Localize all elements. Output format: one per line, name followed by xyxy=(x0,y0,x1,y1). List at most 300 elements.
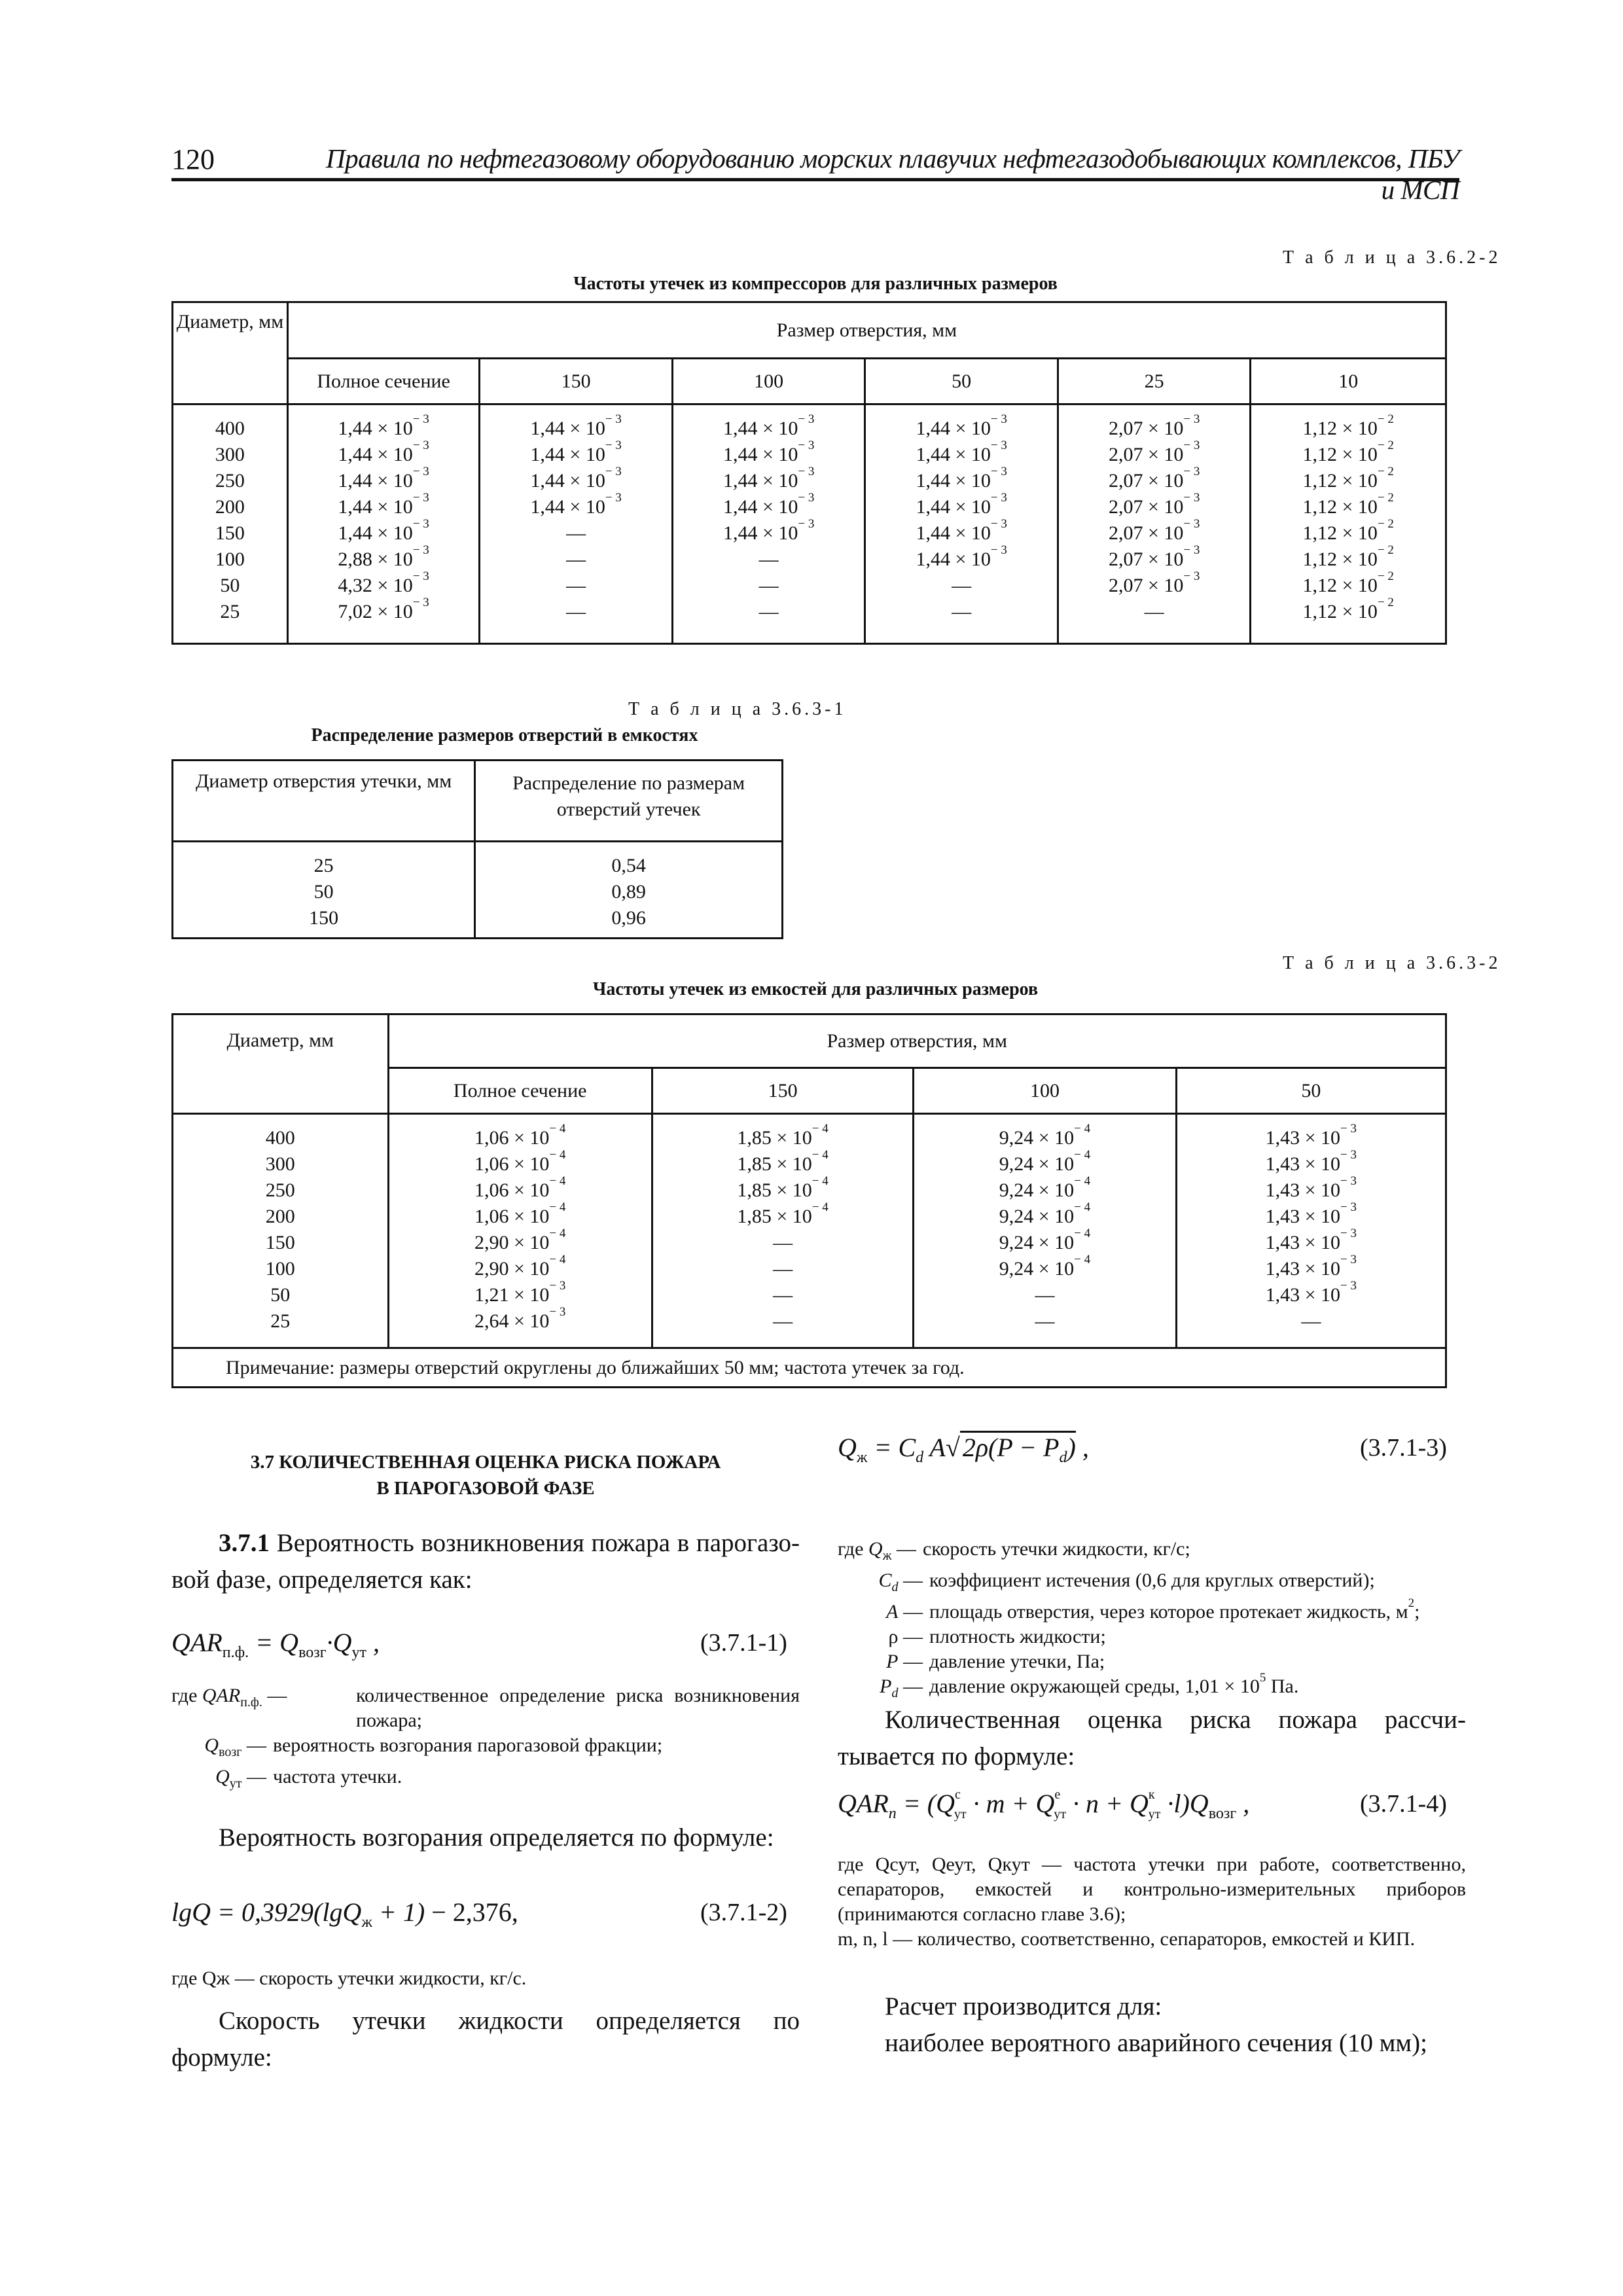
table1-header-group: Размер отверстия, мм xyxy=(287,302,1446,359)
table1-exponent: − 3 xyxy=(605,465,622,478)
table1-exponent: − 3 xyxy=(412,465,429,478)
table2-cell: 25 xyxy=(313,855,334,876)
table1-mantissa: 2,07 × 10 xyxy=(1108,522,1184,544)
table1-diameter-cell: 25 xyxy=(220,601,240,622)
table3-mantissa: 1,43 × 10 xyxy=(1265,1232,1341,1253)
where-list-4-b: m, n, l — количество, соответственно, сепараторов, емкостей и КИП. xyxy=(838,1928,1416,1950)
table3-mantissa: 1,21 × 10 xyxy=(474,1284,550,1306)
table2-cell: 0,89 xyxy=(611,881,646,903)
table1-value-column xyxy=(480,404,673,644)
table1-value-cell xyxy=(1059,491,1250,520)
table3-exponent: − 4 xyxy=(1074,1227,1091,1240)
table3-value-cell xyxy=(1177,1308,1445,1335)
table3-value-cell xyxy=(653,1148,912,1177)
table1-exponent: − 3 xyxy=(605,439,622,452)
table1-exponent: − 3 xyxy=(990,517,1007,531)
table1-value-cell xyxy=(866,491,1057,520)
table3-mantissa: — xyxy=(1301,1310,1321,1332)
table3-value-cell xyxy=(389,1305,651,1335)
where-list-3: где $Q_ж$ — скорость утечки жидкости, кг/с; $C_d$ — коэффициент истечения (0,6 для круглых отверстий); A — площадь отверстия, через которое протекает жидкость, $м^2$; ρ — плотность жидкости; P — давление утечки, Па; $P_d$ — давление окружающей среды, $1,01 \times 10^5$ Па. xyxy=(838,1538,1420,1700)
table1-exponent: − 3 xyxy=(990,439,1007,452)
table3-diameter-cell: 250 xyxy=(265,1179,295,1201)
table3-diameter-cell: 300 xyxy=(265,1153,295,1175)
table1-exponent: − 3 xyxy=(990,465,1007,478)
table3-exponent: − 3 xyxy=(1340,1174,1357,1188)
table3-value-column xyxy=(652,1114,913,1348)
table3-exponent: − 3 xyxy=(549,1305,566,1319)
table1-value-cell xyxy=(289,517,479,547)
table3-mantissa: 1,43 × 10 xyxy=(1265,1284,1341,1306)
table1-value-column xyxy=(287,404,480,644)
table1-header-diameter: Диаметр, мм xyxy=(173,302,288,404)
table3-exponent: − 4 xyxy=(1074,1174,1091,1188)
table1-mantissa: 1,44 × 10 xyxy=(530,418,605,439)
table1-exponent: − 3 xyxy=(412,569,429,583)
table3-diameter-cell: 25 xyxy=(270,1310,291,1332)
table1-value-cell xyxy=(673,599,865,625)
table3-header-group: Размер отверстия, мм xyxy=(388,1014,1446,1068)
table3-mantissa: — xyxy=(773,1310,793,1332)
table3-value-cell xyxy=(389,1174,651,1204)
table3-mantissa: 2,90 × 10 xyxy=(474,1258,550,1280)
table3-diameter-column xyxy=(173,1114,389,1348)
table1-value-cell xyxy=(1251,439,1445,468)
table3-exponent: − 3 xyxy=(1340,1253,1357,1266)
table1-exponent: − 3 xyxy=(798,517,815,531)
table3-value-cell xyxy=(914,1227,1175,1256)
table3-value-cell xyxy=(1177,1253,1445,1282)
table3-value-cell xyxy=(1177,1200,1445,1230)
table3-mantissa: 9,24 × 10 xyxy=(999,1258,1075,1280)
table1-value-cell xyxy=(289,569,479,599)
table3-value-cell xyxy=(389,1200,651,1230)
table1-value-cell xyxy=(1059,517,1250,547)
table1-diameter-cell: 50 xyxy=(220,575,240,596)
table1-mantissa: — xyxy=(758,548,779,570)
table3-mantissa: 1,06 × 10 xyxy=(474,1153,550,1175)
table1-exponent: − 2 xyxy=(1377,543,1394,557)
table1-mantissa: 1,44 × 10 xyxy=(916,548,991,570)
table1-mantissa: 1,12 × 10 xyxy=(1302,575,1378,596)
table2-values-column xyxy=(475,842,783,939)
table3-exponent: − 4 xyxy=(812,1174,829,1188)
table1-exponent: − 3 xyxy=(605,412,622,426)
table1-value-cell xyxy=(289,543,479,573)
table1-exponent: − 3 xyxy=(798,439,815,452)
table1-mantissa: 4,32 × 10 xyxy=(338,575,413,596)
table1-mantissa: 2,07 × 10 xyxy=(1108,418,1184,439)
table1-exponent: − 3 xyxy=(798,412,815,426)
table1-mantissa: — xyxy=(566,601,586,622)
table3-exponent: − 3 xyxy=(1340,1279,1357,1293)
table3-exponent: − 3 xyxy=(549,1279,566,1293)
table1-mantissa: 1,44 × 10 xyxy=(916,496,991,518)
table2-title: Распределение размеров отверстий в емкостях xyxy=(311,725,698,745)
table1-mantissa: — xyxy=(1144,601,1164,622)
table1-diameter-cell: 400 xyxy=(215,418,245,439)
table3-mantissa: — xyxy=(773,1232,793,1253)
table2-diameters-column xyxy=(173,842,475,939)
table1-value-cell xyxy=(1059,543,1250,573)
table1-mantissa: 1,44 × 10 xyxy=(916,444,991,465)
table1-exponent: − 3 xyxy=(412,543,429,557)
table1-mantissa: 1,44 × 10 xyxy=(338,522,413,544)
table3-exponent: − 4 xyxy=(1074,1253,1091,1266)
table2-number: Т а б л и ц а 3.6.3-1 xyxy=(628,699,847,719)
table1-mantissa: 1,44 × 10 xyxy=(722,496,798,518)
table1-value-cell xyxy=(866,465,1057,494)
table3-mantissa: 1,43 × 10 xyxy=(1265,1179,1341,1201)
table1-mantissa: 1,44 × 10 xyxy=(916,522,991,544)
table3-mantissa: 9,24 × 10 xyxy=(999,1179,1075,1201)
table3-mantissa: 1,43 × 10 xyxy=(1265,1258,1341,1280)
table1-subheader: 100 xyxy=(672,359,865,404)
table3-exponent: − 4 xyxy=(812,1200,829,1214)
table1-diameter-cell: 250 xyxy=(215,470,245,492)
table1-value-cell xyxy=(866,439,1057,468)
table1-exponent: − 3 xyxy=(412,596,429,609)
table1-exponent: − 3 xyxy=(1183,465,1200,478)
table3-exponent: − 4 xyxy=(549,1227,566,1240)
table1-mantissa: 1,44 × 10 xyxy=(916,418,991,439)
table3-value-cell xyxy=(914,1253,1175,1282)
equation-3-number: (3.7.1-3) xyxy=(1360,1434,1447,1462)
table2-cell: 0,96 xyxy=(611,907,646,929)
table3-value-cell xyxy=(389,1279,651,1308)
table1-exponent: − 2 xyxy=(1377,412,1394,426)
table1-value-cell xyxy=(1059,465,1250,494)
equation-3: $Q_ж = C_d$ A√ $2\rho(P - P_d)$ , xyxy=(838,1432,1089,1467)
table1-mantissa: 1,12 × 10 xyxy=(1302,418,1378,439)
table1-mantissa: 1,44 × 10 xyxy=(530,496,605,518)
paragraph-most-probable: наиболее вероятного аварийного сечения (10 мм); xyxy=(885,2029,1427,2057)
table3 xyxy=(171,1013,1447,1388)
table1-exponent: − 3 xyxy=(1183,439,1200,452)
table1-mantissa: 1,44 × 10 xyxy=(338,418,413,439)
where-list-1: где $QAR_{п.ф.}$ — количественное определение риска возникновения пожара; $Q_{возг}$ — вероятность возгорания парогазовой фракции; $Q_{ут}$ — частота утечки. xyxy=(171,1685,800,1791)
table3-exponent: − 3 xyxy=(1340,1200,1357,1214)
table3-exponent: − 4 xyxy=(1074,1122,1091,1136)
table1-value-cell xyxy=(1059,569,1250,599)
table1-value-cell xyxy=(866,543,1057,573)
table3-diameter-cell: 200 xyxy=(265,1206,295,1227)
table1-exponent: − 3 xyxy=(990,412,1007,426)
table1-exponent: − 3 xyxy=(412,517,429,531)
section-heading-line2: В ПАРОГАЗОВОЙ ФАЗЕ xyxy=(376,1478,595,1499)
table1-exponent: − 2 xyxy=(1377,517,1394,531)
table2-cell: 150 xyxy=(309,907,339,929)
table1-value-cell xyxy=(673,491,865,520)
table1-exponent: − 3 xyxy=(412,491,429,505)
table1-mantissa: 7,02 × 10 xyxy=(338,601,413,622)
paragraph-calc: Расчет производится для: xyxy=(885,1992,1162,2020)
table1-exponent: − 3 xyxy=(1183,543,1200,557)
table1-exponent: − 3 xyxy=(412,412,429,426)
where-list-2: где Qж — скорость утечки жидкости, кг/с. xyxy=(171,1967,527,1989)
table1-value-cell xyxy=(289,412,479,442)
table1-mantissa: 2,07 × 10 xyxy=(1108,496,1184,518)
table1-value-cell xyxy=(480,599,671,625)
table3-diameter-cell: 100 xyxy=(265,1258,295,1280)
table3-diameter-cell: 400 xyxy=(265,1127,295,1149)
table3-value-cell xyxy=(914,1308,1175,1335)
table1-value-cell xyxy=(673,465,865,494)
table1-mantissa: 1,44 × 10 xyxy=(722,470,798,492)
table3-mantissa: 1,06 × 10 xyxy=(474,1127,550,1149)
table1-mantissa: 1,12 × 10 xyxy=(1302,496,1378,518)
table3-value-cell xyxy=(1177,1148,1445,1177)
table1-value-cell xyxy=(1059,412,1250,442)
table3-value-column xyxy=(1176,1114,1446,1348)
table3-mantissa: 1,06 × 10 xyxy=(474,1206,550,1227)
table1-mantissa: 1,12 × 10 xyxy=(1302,444,1378,465)
table3-value-cell xyxy=(1177,1122,1445,1151)
table1-exponent: − 3 xyxy=(1183,517,1200,531)
table3-value-cell xyxy=(914,1200,1175,1230)
table3-value-cell xyxy=(653,1308,912,1335)
table3-exponent: − 4 xyxy=(549,1122,566,1136)
table1-mantissa: 2,88 × 10 xyxy=(338,548,413,570)
table1-value-cell xyxy=(480,412,671,442)
table3-value-cell xyxy=(653,1174,912,1204)
table1-diameter-cell: 150 xyxy=(215,522,245,544)
table1-exponent: − 3 xyxy=(1183,491,1200,505)
table1-mantissa: 1,12 × 10 xyxy=(1302,548,1378,570)
table3-subheader: 50 xyxy=(1176,1068,1446,1114)
table3-mantissa: — xyxy=(773,1284,793,1306)
table2-header-diameter: Диаметр отверстия утечки, мм xyxy=(173,761,475,842)
table1-mantissa: 1,44 × 10 xyxy=(916,470,991,492)
table1-value-column xyxy=(672,404,865,644)
table1-value-cell xyxy=(866,599,1057,625)
table1-value-column xyxy=(1058,404,1251,644)
table1-exponent: − 2 xyxy=(1377,569,1394,583)
header-rule xyxy=(171,178,1459,181)
table1-mantissa: 1,44 × 10 xyxy=(722,522,798,544)
equation-4-number: (3.7.1-4) xyxy=(1360,1790,1447,1818)
table3-value-cell xyxy=(389,1253,651,1282)
table1-value-cell xyxy=(480,439,671,468)
table1-value-cell xyxy=(673,547,865,573)
table1-value-cell xyxy=(1251,569,1445,599)
table3-value-cell xyxy=(389,1227,651,1256)
table1-value-cell xyxy=(480,573,671,599)
table1-mantissa: — xyxy=(758,601,779,622)
table1-mantissa: 2,07 × 10 xyxy=(1108,575,1184,596)
table3-mantissa: 2,90 × 10 xyxy=(474,1232,550,1253)
paragraph-number: 3.7.1 xyxy=(219,1529,270,1557)
table3-mantissa: 9,24 × 10 xyxy=(999,1127,1075,1149)
table1-mantissa: 1,12 × 10 xyxy=(1302,601,1378,622)
table1-mantissa: 2,07 × 10 xyxy=(1108,548,1184,570)
table1-mantissa: — xyxy=(952,575,972,596)
table1-mantissa: 1,44 × 10 xyxy=(338,496,413,518)
table3-value-cell xyxy=(653,1200,912,1230)
table1-value-cell xyxy=(480,491,671,520)
table3-exponent: − 4 xyxy=(812,1122,829,1136)
table1-mantissa: — xyxy=(566,575,586,596)
table3-value-cell xyxy=(914,1122,1175,1151)
table1-subheader: 50 xyxy=(865,359,1058,404)
table2 xyxy=(171,759,783,939)
table1-exponent: − 2 xyxy=(1377,465,1394,478)
table1-exponent: − 3 xyxy=(605,491,622,505)
table1-value-cell xyxy=(1059,599,1250,625)
where-list-4 xyxy=(838,1852,1466,1952)
table3-mantissa: 9,24 × 10 xyxy=(999,1206,1075,1227)
table3-diameter-cell: 50 xyxy=(270,1284,291,1306)
table1-number: Т а б л и ц а 3.6.2-2 xyxy=(1283,247,1501,268)
table3-mantissa: 1,85 × 10 xyxy=(737,1153,812,1175)
table1-mantissa: 1,44 × 10 xyxy=(722,444,798,465)
table3-exponent: − 4 xyxy=(549,1148,566,1162)
table3-value-cell xyxy=(653,1122,912,1151)
table1-mantissa: — xyxy=(566,522,586,544)
table1-value-cell xyxy=(480,520,671,547)
table3-mantissa: 1,06 × 10 xyxy=(474,1179,550,1201)
table1-exponent: − 3 xyxy=(798,465,815,478)
table3-mantissa: — xyxy=(1035,1284,1055,1306)
table1-mantissa: 1,12 × 10 xyxy=(1302,470,1378,492)
table2-cell: 0,54 xyxy=(611,855,646,876)
table1-value-cell xyxy=(866,573,1057,599)
table3-exponent: − 3 xyxy=(1340,1148,1357,1162)
table1-subheader: 25 xyxy=(1058,359,1251,404)
table1-mantissa: — xyxy=(952,601,972,622)
table3-value-cell xyxy=(389,1122,651,1151)
table1-value-cell xyxy=(673,573,865,599)
table3-mantissa: 1,43 × 10 xyxy=(1265,1127,1341,1149)
table3-exponent: − 4 xyxy=(549,1200,566,1214)
table1-exponent: − 3 xyxy=(1183,412,1200,426)
equation-2-number: (3.7.1-2) xyxy=(700,1899,787,1926)
table1-value-cell xyxy=(480,465,671,494)
table1-exponent: − 3 xyxy=(1183,569,1200,583)
table1-subheader: 10 xyxy=(1251,359,1446,404)
table1-value-cell xyxy=(1251,491,1445,520)
table1-value-cell xyxy=(673,517,865,547)
table1-mantissa: 1,44 × 10 xyxy=(530,444,605,465)
table3-exponent: − 3 xyxy=(1340,1227,1357,1240)
table1-value-cell xyxy=(1251,412,1445,442)
table3-mantissa: — xyxy=(1035,1310,1055,1332)
table3-subheader: Полное сечение xyxy=(388,1068,652,1114)
table3-value-column xyxy=(914,1114,1176,1348)
table1-value-cell xyxy=(673,439,865,468)
table3-title: Частоты утечек из емкостей для различных размеров xyxy=(592,979,1039,999)
table1-mantissa: 1,44 × 10 xyxy=(338,470,413,492)
table3-mantissa: 1,85 × 10 xyxy=(737,1127,812,1149)
table1-mantissa: 2,07 × 10 xyxy=(1108,444,1184,465)
section-heading xyxy=(171,1449,800,1501)
table1-subheader: 150 xyxy=(480,359,673,404)
table3-value-cell xyxy=(1177,1279,1445,1308)
table3-mantissa: 2,64 × 10 xyxy=(474,1310,550,1332)
table1-exponent: − 3 xyxy=(990,543,1007,557)
table1-value-cell xyxy=(289,491,479,520)
table2-header-distribution: Распределение по размерам отверстий утечек xyxy=(475,761,783,842)
table1-exponent: − 3 xyxy=(990,491,1007,505)
table1-value-cell xyxy=(289,596,479,625)
table3-exponent: − 4 xyxy=(549,1253,566,1266)
table1-diameter-cell: 100 xyxy=(215,548,245,570)
table3-exponent: − 3 xyxy=(1340,1122,1357,1136)
table1-subheader: Полное сечение xyxy=(287,359,480,404)
table3-mantissa: — xyxy=(773,1258,793,1280)
table1 xyxy=(171,301,1447,645)
table3-exponent: − 4 xyxy=(1074,1200,1091,1214)
table1-value-cell xyxy=(1059,439,1250,468)
paragraph-3-7-1-text: Вероятность возникновения пожара в парогазо-вой фазе, определяется как: xyxy=(171,1529,800,1594)
table1-value-column xyxy=(1251,404,1446,644)
table3-value-cell xyxy=(914,1148,1175,1177)
table1-exponent: − 2 xyxy=(1377,596,1394,609)
paragraph-speed: Скорость утечки жидкости определяется по формуле: xyxy=(171,2007,800,2072)
running-title: Правила по нефтегазовому оборудованию морских плавучих нефтегазодобывающих комплексов, ПБУ и МСП xyxy=(326,143,1459,205)
table3-note: Примечание: размеры отверстий округлены до ближайших 50 мм; частота утечек за год. xyxy=(173,1348,1446,1388)
table1-diameter-cell: 200 xyxy=(215,496,245,518)
table3-value-cell xyxy=(914,1174,1175,1204)
table3-value-column xyxy=(388,1114,652,1348)
table1-diameter-cell: 300 xyxy=(215,444,245,465)
table3-value-cell xyxy=(1177,1174,1445,1204)
paragraph-quantitative: Количественная оценка риска пожара рассчи-тывается по формуле: xyxy=(838,1706,1466,1770)
table3-subheader: 100 xyxy=(914,1068,1176,1114)
table3-exponent: − 4 xyxy=(812,1148,829,1162)
table3-mantissa: 1,85 × 10 xyxy=(737,1179,812,1201)
table3-value-cell xyxy=(653,1256,912,1282)
table1-value-cell xyxy=(866,517,1057,547)
table1-exponent: − 2 xyxy=(1377,439,1394,452)
table3-number: Т а б л и ц а 3.6.3-2 xyxy=(1283,953,1501,973)
table2-cell: 50 xyxy=(313,881,334,903)
table1-value-cell xyxy=(1251,543,1445,573)
table1-value-column xyxy=(865,404,1058,644)
table1-value-cell xyxy=(1251,517,1445,547)
table3-mantissa: 1,43 × 10 xyxy=(1265,1206,1341,1227)
table1-mantissa: 1,44 × 10 xyxy=(722,418,798,439)
table1-exponent: − 2 xyxy=(1377,491,1394,505)
table3-exponent: − 4 xyxy=(549,1174,566,1188)
table1-mantissa: — xyxy=(566,548,586,570)
section-heading-line1: 3.7 КОЛИЧЕСТВЕННАЯ ОЦЕНКА РИСКА ПОЖАРА xyxy=(250,1452,721,1473)
table1-mantissa: 1,12 × 10 xyxy=(1302,522,1378,544)
table1-value-cell xyxy=(289,439,479,468)
table1-exponent: − 3 xyxy=(412,439,429,452)
table1-value-cell xyxy=(866,412,1057,442)
where-list-4-a: где Qсут, Qеут, Qкут — частота утечки при работе, соответственно, сепараторов, емкостей и контрольно-измерительных приборов (принимаются согласно главе 3.6); xyxy=(838,1854,1466,1925)
table3-value-cell xyxy=(653,1230,912,1256)
table3-mantissa: 9,24 × 10 xyxy=(999,1153,1075,1175)
table3-subheader: 150 xyxy=(652,1068,913,1114)
equation-4: $QAR_n = (Q^с_{ут} \cdot m + Q^е_{ут} \cdot n + Q^к_{ут} \cdot l)Q_{возг}$ , xyxy=(838,1787,1250,1822)
paragraph-ignition: Вероятность возгорания определяется по формуле: xyxy=(219,1823,774,1852)
table1-diameter-column xyxy=(173,404,288,644)
table3-value-cell xyxy=(653,1282,912,1308)
table1-value-cell xyxy=(289,465,479,494)
table3-value-cell xyxy=(1177,1227,1445,1256)
table3-mantissa: 1,85 × 10 xyxy=(737,1206,812,1227)
table1-value-cell xyxy=(1251,465,1445,494)
table3-exponent: − 4 xyxy=(1074,1148,1091,1162)
table1-exponent: − 3 xyxy=(798,491,815,505)
table1-mantissa: 2,07 × 10 xyxy=(1108,470,1184,492)
table1-title: Частоты утечек из компрессоров для различных размеров xyxy=(573,274,1058,294)
table3-diameter-cell: 150 xyxy=(265,1232,295,1253)
table3-value-cell xyxy=(389,1148,651,1177)
table1-mantissa: — xyxy=(758,575,779,596)
equation-1-number: (3.7.1-1) xyxy=(700,1629,787,1657)
